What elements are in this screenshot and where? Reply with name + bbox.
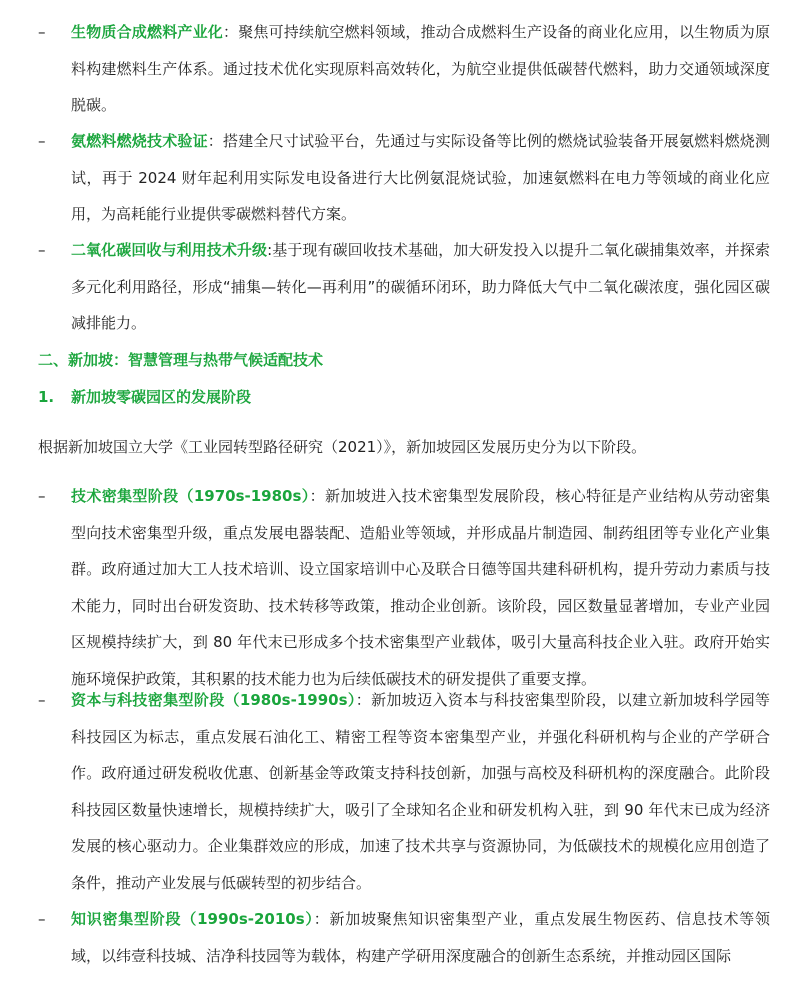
list-item-heading: 资本与科技密集型阶段（1980s-1990s） bbox=[71, 691, 356, 709]
list-item-body bbox=[71, 478, 770, 697]
list-item-body bbox=[71, 14, 770, 124]
bullet-dash: – bbox=[38, 487, 46, 505]
list-item-body bbox=[71, 682, 770, 901]
list-item-body bbox=[71, 232, 770, 342]
list-item-separator: ： bbox=[309, 487, 325, 505]
list-item-text: 新加坡进入技术密集型发展阶段，核心特征是产业结构从劳动密集型向技术密集型升级，重点发展电器装配、造船业等领域，并形成晶片制造园、制药组团等专业化产业集群。政府通过加大工人技术培训、设立国家培训中心及联合日德等国共建科研机构，提升劳动力素质与技术能力，同时出台研发资助、技术转移等政策，推动企业创新。该阶段，园区数量显著增加，专业产业园区规模持续扩大，到 80 年代末已形成多个技术密集型产业载体，吸引大量高科技企业入驻。政府开始实施环境保护政策，其积累的技术能力也为后续低碳技术的研发提供了重要支撑。 bbox=[71, 487, 770, 688]
list-item bbox=[38, 682, 770, 901]
list-item-heading: 知识密集型阶段（1990s-2010s） bbox=[71, 910, 314, 928]
subsection-label: 新加坡零碳园区的发展阶段 bbox=[71, 388, 252, 406]
bullet-dash: – bbox=[38, 23, 46, 41]
list-item-text: 聚焦可持续航空燃料领域，推动合成燃料生产设备的商业化应用，以生物质为原料构建燃料生产体系。通过技术优化实现原料高效转化，为航空业提供低碳替代燃料，助力交通领域深度脱碳。 bbox=[71, 23, 770, 114]
list-item-heading: 二氧化碳回收与利用技术升级 bbox=[71, 241, 268, 259]
list-item bbox=[38, 232, 770, 342]
list-item-separator: : bbox=[267, 241, 273, 259]
list-item-text: 新加坡迈入资本与科技密集型阶段，以建立新加坡科学园等科技园区为标志，重点发展石油化工、精密工程等资本密集型产业，并强化科研机构与企业的产学研合作。政府通过研发税收优惠、创新基金等政策支持科技创新，加强与高校及科研机构的深度融合。此阶段科技园区数量快速增长，规模持续扩大，吸引了全球知名企业和研发机构入驻，到 90 年代末已成为经济发展的核心驱动力。企业集群效应的形成，加速了技术共享与资源协同，为低碳技术的规模化应用创造了条件，推动产业发展与低碳转型的初步结合。 bbox=[71, 691, 770, 892]
list-item bbox=[38, 901, 770, 974]
bullet-dash: – bbox=[38, 241, 46, 259]
list-item bbox=[38, 14, 770, 124]
list-item-body bbox=[71, 901, 770, 974]
bullet-dash: – bbox=[38, 910, 46, 928]
list-item-heading: 技术密集型阶段（1970s-1980s） bbox=[71, 487, 310, 505]
list-item-body bbox=[71, 123, 770, 233]
list-item bbox=[38, 123, 770, 233]
list-item-separator: ： bbox=[223, 23, 239, 41]
list-item-separator: ： bbox=[313, 910, 330, 928]
bullet-dash: – bbox=[38, 691, 46, 709]
subsection-number: 1. bbox=[38, 388, 55, 406]
list-item bbox=[38, 478, 770, 697]
list-item-heading: 生物质合成燃料产业化 bbox=[71, 23, 223, 41]
list-item-heading: 氨燃料燃烧技术验证 bbox=[71, 132, 208, 150]
list-item-text: 新加坡聚焦知识密集型产业，重点发展生物医药、信息技术等领域，以纬壹科技城、洁净科技园等为载体，构建产学研用深度融合的创新生态系统，并推动园区国际 bbox=[71, 910, 770, 965]
list-item-separator: ： bbox=[207, 132, 223, 150]
list-item-text: 基于现有碳回收技术基础，加大研发投入以提升二氧化碳捕集效率，并探索多元化利用路径，形成“捕集—转化—再利用”的碳循环闭环，助力降低大气中二氧化碳浓度，强化园区碳减排能力。 bbox=[71, 241, 770, 332]
intro-paragraph: 根据新加坡国立大学《工业园转型路径研究（2021）》，新加坡园区发展历史分为以下阶段。 bbox=[38, 438, 647, 456]
bullet-dash: – bbox=[38, 132, 46, 150]
section-title: 二、新加坡：智慧管理与热带气候适配技术 bbox=[38, 351, 324, 369]
list-item-text: 搭建全尺寸试验平台，先通过与实际设备等比例的燃烧试验装备开展氨燃料燃烧测试，再于 2024 财年起利用实际发电设备进行大比例氨混烧试验，加速氨燃料在电力等领域的商业化应用，为高耗能行业提供零碳燃料替代方案。 bbox=[71, 132, 770, 223]
list-item-separator: ： bbox=[355, 691, 372, 709]
subsection-title bbox=[38, 386, 251, 408]
